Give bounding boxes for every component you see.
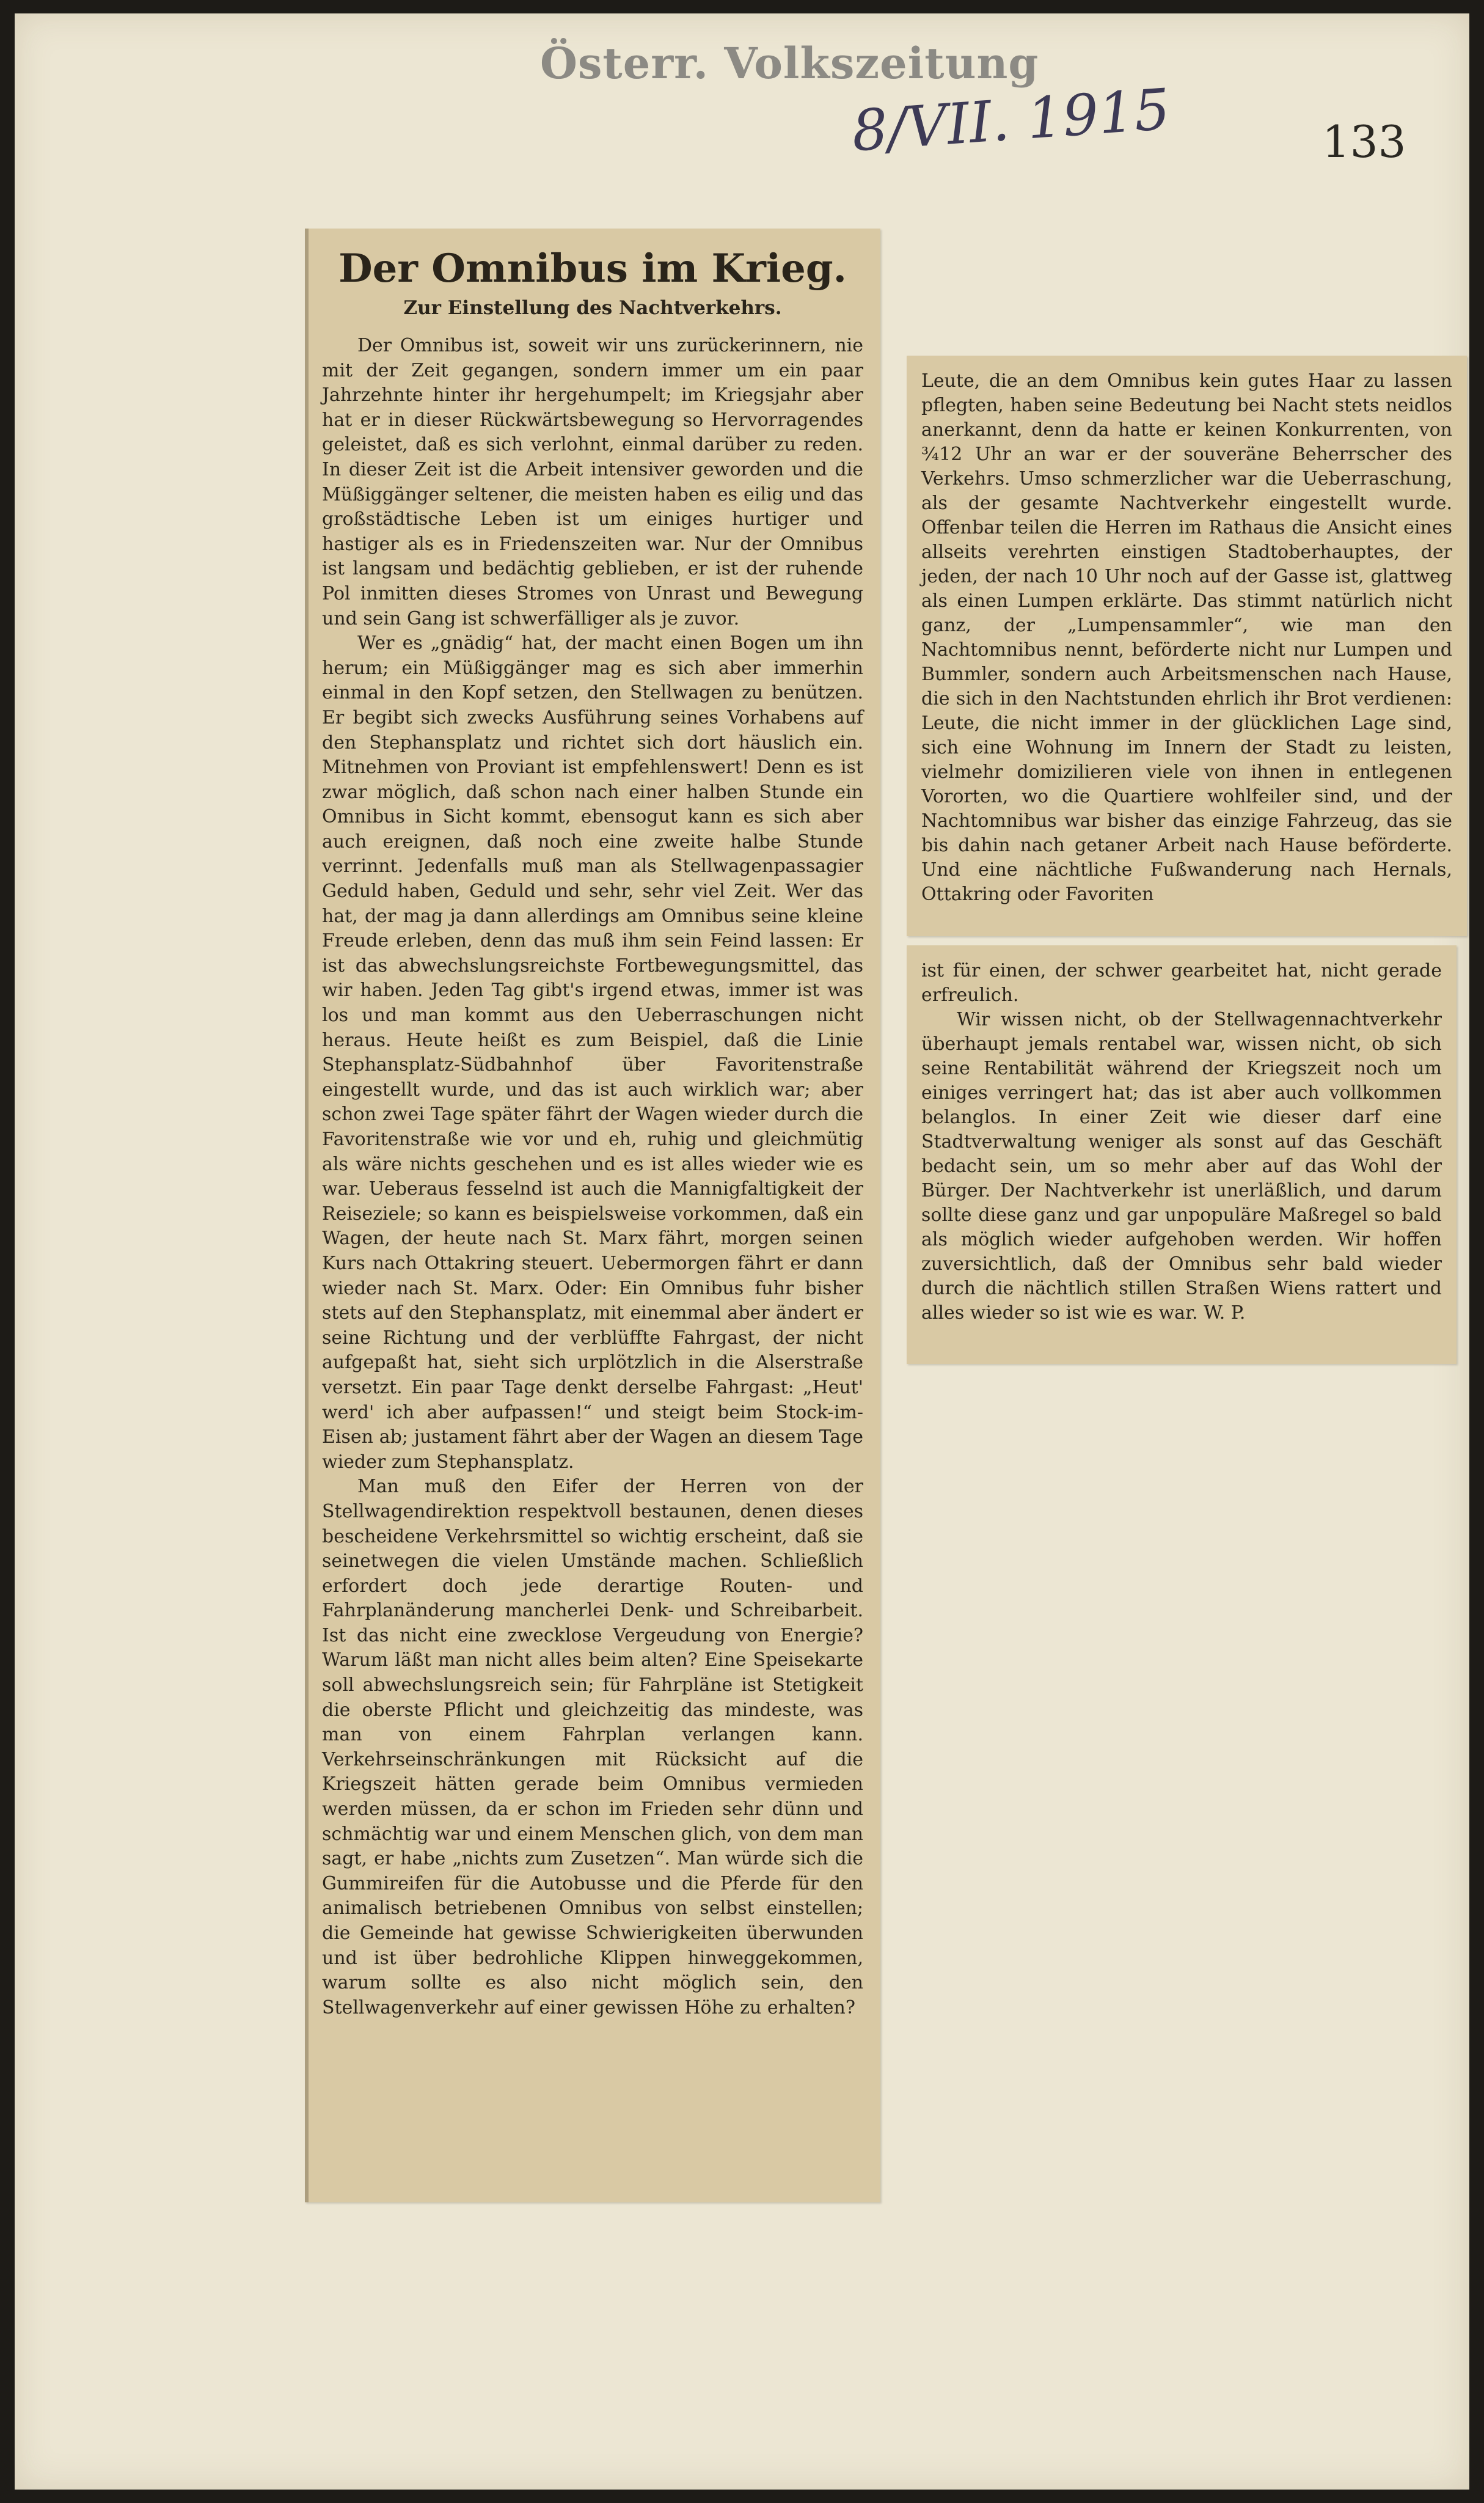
paragraph: Wer es „gnädig“ hat, der macht einen Bogen um ihn herum; ein Müßiggänger mag es sich aber immerhin einmal in den Kopf setzen, den Stellwagen zu benützen. Er begibt sich zwecks Ausführung seines Vorhabens auf den Stephansplatz und richtet sich dort häuslich ein. Mitnehmen von Proviant ist empfehlenswert! Denn es ist zwar möglich, daß schon nach einer halben Stunde ein Omnibus in Sicht kommt, ebensogut kann es sich aber auch ereignen, daß noch eine zweite halbe Stunde verrinnt. Jedenfalls muß man als Stellwagenpassagier Geduld haben, Geduld und sehr, sehr viel Zeit. Wer das hat, der mag ja dann allerdings am Omnibus seine kleine Freude erleben, denn das muß ihm sein Feind lassen: Er ist das abwechslungsreichste Fortbewegungsmittel, das wir haben. Jeden Tag gibt's irgend etwas, immer ist was los und man kommt aus den Ueberraschungen nicht heraus. Heute heißt es zum Beispiel, daß die Linie Stephansplatz-Südbahnhof über Favoritenstraße eingestellt wurde, und das ist auch wirklich war; aber schon zwei Tage später fährt der Wagen wieder durch die Favoritenstraße wie vor und eh, ruhig und gleichmütig als wäre nichts geschehen und es ist alles wieder wie es war. Ueberaus fesselnd ist auch die Mannigfaltigkeit der Reiseziele; so kann es beispielsweise vorkommen, daß ein Wagen, der heute nach St. Marx fährt, morgen seinen Kurs nach Ottakring steuert. Uebermorgen fährt er dann wieder nach St. Marx. Oder: Ein Omnibus fuhr bisher stets auf den Stephansplatz, mit einemmal aber ändert er seine Richtung und der verblüffte Fahrgast, der nicht aufgepaßt hat, sieht sich urplötzlich in die Alserstraße versetzt. Ein paar Tage denkt derselbe Fahrgast: „Heut' werd' ich aber aufpassen!“ und steigt beim Stock-im-Eisen ab; justament fährt aber der Wagen an diesem Tage wieder zum Stephansplatz. [322,632,863,1473]
paragraph [921,1008,1442,1325]
clipping-column-2 [907,356,1467,936]
clipping-column-3 [907,945,1457,1364]
paragraph: Man muß den Eifer der Herren von der Stellwagendirektion respektvoll bestaunen, denen dieses bescheidene Verkehrsmittel so wichtig erscheint, daß sie seinetwegen die vielen Umstände machen. Schließlich erfordert doch jede derartige Routen- und Fahrplanänderung mancherlei Denk- und Schreibarbeit. Ist das nicht eine zwecklose Vergeudung von Energie? Warum läßt man nicht alles beim alten? Eine Speisekarte soll abwechslungsreich sein; für Fahrpläne ist Stetigkeit die oberste Pflicht und gleichzeitig das mindeste, was man von einem Fahrplan verlangen kann. Verkehrseinschränkungen mit Rücksicht auf die Kriegszeit hätten gerade beim Omnibus vermieden werden müssen, da er schon im Frieden sehr dünn und schmächtig war und einem Menschen glich, von dem man sagt, er habe „nichts zum Zusetzen“. Man würde sich die Gummireifen für die Autobusse und die Pferde für den animalisch betriebenen Omnibus von selbst einstellen; die Gemeinde hat gewisse Schwierigkeiten überwunden und ist über bedrohliche Klippen hinweggekommen, warum sollte es also nicht möglich sein, den Stellwagenverkehr auf einer gewissen Höhe zu erhalten? [322,1476,863,2018]
paragraph-text: Wir wissen nicht, ob der Stellwagennachtverkehr überhaupt jemals rentabel war, wissen nicht, ob sich seine Rentabilität während der Kriegszeit noch um einiges verringert hat; das ist aber auch vollkommen belanglos. In einer Zeit wie dieser darf eine Stadtverwaltung weniger als sonst auf das Geschäft bedacht sein, um so mehr aber auf das Wohl der Bürger. Der Nachtverkehr ist unerläßlich, und darum sollte diese ganz und gar unpopuläre Maßregel so bald als möglich wieder aufgehoben werden. Wir hoffen zuversichtlich, daß der Omnibus sehr bald wieder durch die nächtlich stillen Straßen Wiens rattert und alles wieder so ist wie es war. [921,1009,1442,1324]
newspaper-stamp: Österr. Volkszeitung [540,38,1039,89]
handwritten-date: 8/VII. 1915 [849,76,1172,164]
paragraph: Der Omnibus ist, soweit wir uns zurückerinnern, nie mit der Zeit gegangen, sondern immer um ein paar Jahrzehnte hinter ihr hergehumpelt; im Kriegsjahr aber hat er in dieser Rückwärtsbewegung so Hervorragendes geleistet, daß es sich verlohnt, einmal darüber zu reden. In dieser Zeit ist die Arbeit intensiver geworden und die Müßiggänger seltener, die meisten haben es eilig und das großstädtische Leben ist um einiges hurtiger und hastiger als es in Friedenszeiten war. Nur der Omnibus ist langsam und bedächtig geblieben, er ist der ruhende Pol inmitten dieses Stromes von Unrast und Bewegung und sein Gang ist schwerfälliger als je zuvor. [322,335,863,629]
article-title: Der Omnibus im Krieg. [338,246,847,291]
article-subtitle: Zur Einstellung des Nachtverkehrs. [403,297,782,319]
paragraph: ist für einen, der schwer gearbeitet hat, nicht gerade erfreulich. [921,960,1442,1006]
author-signature: W. P. [1204,1302,1246,1324]
page-number: 133 [1322,116,1406,167]
paragraph: Leute, die an dem Omnibus kein gutes Haar zu lassen pflegten, haben seine Bedeutung bei Nacht stets neidlos anerkannt, denn da hatte er keinen Konkurrenten, von ¾12 Uhr an war er der souveräne Beherrscher des Verkehrs. Umso schmerzlicher war die Ueberraschung, als der gesamte Nachtverkehr eingestellt wurde. Offenbar teilen die Herren im Rathaus die Ansicht eines allseits verehrten einstigen Stadtoberhauptes, der jeden, der nach 10 Uhr noch auf der Gasse ist, glattweg als einen Lumpen erklärte. Das stimmt natürlich nicht ganz, der „Lumpensammler“, wie man den Nachtomnibus nennt, beförderte nicht nur Lumpen und Bummler, sondern auch Arbeitsmenschen nach Hause, die sich in den Nachtstunden ehrlich ihr Brot verdienen: Leute, die nicht immer in der glücklichen Lage sind, sich eine Wohnung im Innern der Stadt zu leisten, vielmehr domizilieren viele von ihnen in entlegenen Vororten, wo die Quartiere wohlfeiler sind, und der Nachtomnibus war bisher das einzige Fahrzeug, das sie bis dahin nach getaner Arbeit nach Hause beförderte. Und eine nächtliche Fußwanderung nach Hernals, Ottakring oder Favoriten [921,370,1452,905]
archive-sheet [15,13,1469,2490]
clipping-column-1 [305,229,880,2202]
